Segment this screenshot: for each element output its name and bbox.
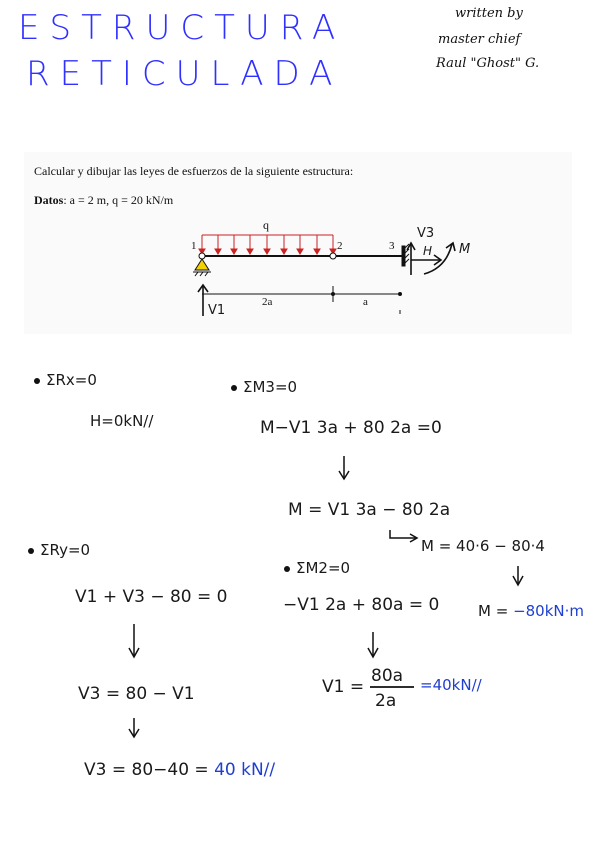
author-line-1: written by — [455, 6, 523, 21]
sum-m2-eq1: −V1 2a + 80a = 0 — [283, 595, 440, 615]
sum-m3-eq3: M = 40·6 − 80·4 — [421, 537, 545, 555]
sum-ry-heading-text: ΣRy=0 — [40, 541, 91, 559]
bullet-rx — [34, 378, 40, 384]
sum-ry-eq1: V1 + V3 − 80 = 0 — [75, 587, 228, 607]
sum-m3-result-prefix: M = — [478, 602, 509, 620]
dimension-label-2a: 2a — [262, 296, 273, 308]
dimension-label-a: a — [363, 296, 368, 308]
data-value: : a = 2 m, q = 20 kN/m — [63, 193, 174, 207]
bullet-m3 — [231, 385, 237, 391]
sum-m3-heading-text: ΣM3=0 — [243, 378, 298, 396]
reaction-v1-arrow — [198, 285, 208, 316]
author-line-2: master chief — [438, 32, 521, 47]
sum-rx-heading — [34, 371, 97, 389]
load-label-q: q — [263, 218, 269, 232]
sum-ry-eq3-text: V3 = 80−40 = — [84, 760, 209, 780]
sum-m3-heading — [231, 378, 297, 396]
dimension-lines — [202, 286, 402, 314]
data-label: Datos — [34, 193, 64, 207]
problem-statement: Calcular y dibujar las leyes de esfuerzos de la siguiente estructura: — [34, 164, 354, 178]
sum-m2-heading — [284, 559, 350, 577]
reaction-v3-label: V3 — [417, 226, 435, 241]
sum-m2-result-value: =40kN// — [420, 676, 482, 694]
reaction-v3-arrow — [407, 243, 415, 275]
sum-m3-eq1: M−V1 3a + 80 2a =0 — [260, 418, 442, 438]
sum-m2-denominator: 2a — [375, 691, 397, 711]
bullet-m2 — [284, 566, 290, 572]
sum-m3-eq2: M = V1 3a − 80 2a — [288, 500, 451, 520]
bullet-ry — [28, 548, 34, 554]
distributed-load — [199, 235, 336, 254]
node-label-3: 3 — [389, 240, 395, 252]
node-label-1: 1 — [191, 240, 197, 252]
sum-ry-eq3 — [84, 760, 275, 780]
sum-ry-result-value: 40 kN// — [214, 760, 276, 780]
reaction-v1-label: V1 — [208, 303, 226, 318]
sum-ry-eq2: V3 = 80 − V1 — [78, 684, 195, 704]
sum-m2-lhs: V1 = — [322, 677, 365, 697]
sum-m3-result-value: −80kN·m — [513, 602, 585, 620]
reaction-m-label: M — [459, 242, 471, 257]
sum-m2-heading-text: ΣM2=0 — [296, 559, 351, 577]
title-line-1: ESTRUCTURA — [18, 8, 346, 48]
sum-m2-numerator: 80a — [371, 666, 404, 686]
author-line-3: Raul "Ghost" G. — [436, 56, 540, 71]
reaction-h-label: H — [423, 244, 433, 258]
sum-ry-heading — [28, 541, 90, 559]
sum-m3-result — [478, 602, 584, 620]
node-label-2: 2 — [337, 240, 343, 252]
hinge-node-2 — [330, 253, 336, 259]
sum-rx-heading-text: ΣRx=0 — [46, 371, 97, 389]
title-line-2: RETICULADA — [26, 54, 343, 94]
sum-rx-result: H=0kN// — [90, 412, 154, 430]
